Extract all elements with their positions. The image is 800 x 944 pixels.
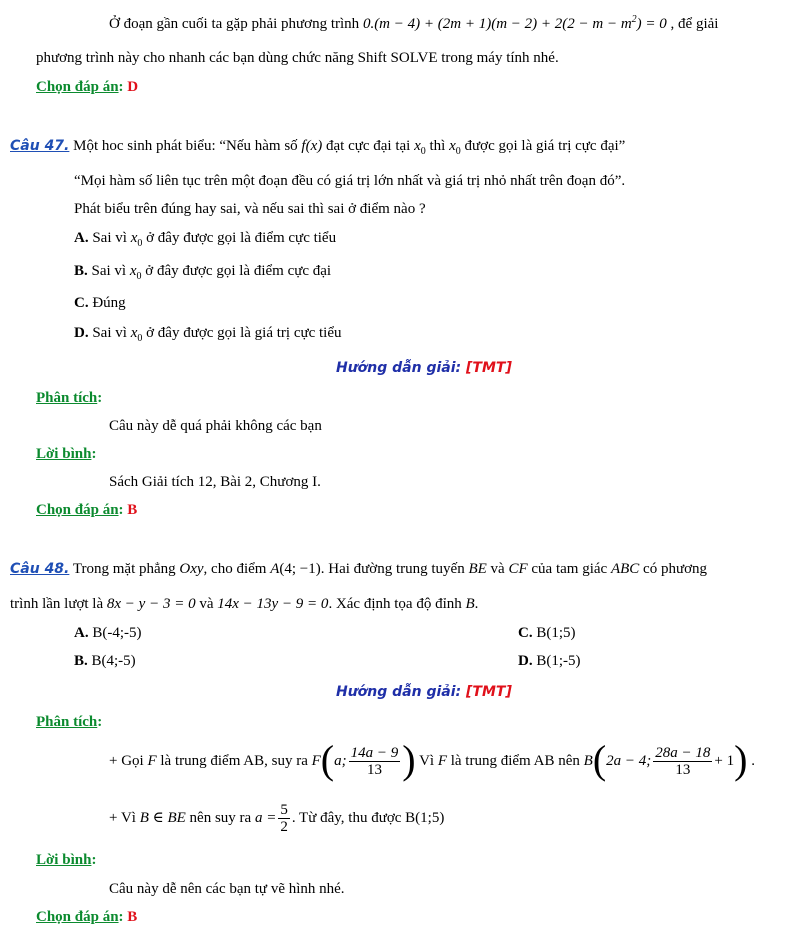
- answer-46: Chọn đáp án: D: [36, 79, 139, 95]
- q48-comment-label: Lời bình:: [36, 852, 97, 868]
- intro-text-before: Ở đoạn gần cuối ta gặp phải phương trình: [109, 16, 360, 32]
- q47-option-a: A. Sai vì $x_0$ ở đây được gọi là điểm cực tiểu: [74, 230, 337, 249]
- q47-comment-text: Sách Giải tích 12, Bài 2, Chương I.: [109, 474, 321, 490]
- q47-option-c: C. Đúng: [74, 295, 126, 311]
- q47-stem: Câu 47. Một hoc sinh phát biểu: “Nếu hàm số f(x) đạt cực đại tại $x_0$ thì $x_0$ được gọi là giá trị cực đại”: [10, 138, 626, 157]
- q47-statement: “Mọi hàm số liên tục trên một đoạn đều có giá trị lớn nhất và giá trị nhỏ nhất trên đoạn đó”.: [74, 173, 626, 189]
- q48-line-1: Câu 48. Trong mặt phẳng Oxy, cho điểm A(4; −1). Hai đường trung tuyến BE và CF của tam giác ABC có phương: [10, 561, 708, 577]
- answer-48: Chọn đáp án: B: [36, 909, 138, 925]
- q47-comment-label: Lời bình:: [36, 446, 97, 462]
- intro-line-1: [109, 10, 718, 34]
- q48-option-c: C. B(1;5): [518, 625, 576, 641]
- q48-number: Câu 48.: [10, 561, 70, 577]
- q48-line-2: trình lần lượt là 8x − y − 3 = 0 và 14x − 13y − 9 = 0. Xác định tọa độ đỉnh B.: [10, 596, 479, 612]
- answer-47-letter: B: [127, 502, 138, 518]
- q48-option-a: A. B(-4;-5): [74, 625, 142, 641]
- q47-guide-heading: Hướng dẫn giải: [TMT]: [336, 360, 512, 376]
- intro-equation: $0.(m - 4) + (2m + 1)(m - 2) + 2(2 - m - m^2) = 0$: [362, 14, 667, 32]
- intro-line-2: phương trình này cho nhanh các bạn dùng chức năng Shift SOLVE trong máy tính nhé.: [36, 50, 559, 66]
- q47-option-b: B. Sai vì $x_0$ ở đây được gọi là điểm cực đại: [74, 263, 332, 282]
- q48-step-2: + Vì B ∈ BE nên suy ra a = $\frac{5}{2}$ . Từ đây, thu được B(1;5): [109, 802, 445, 836]
- q48-option-d: D. B(1;-5): [518, 653, 581, 669]
- q48-analysis-label: Phân tích:: [36, 714, 103, 730]
- q48-guide-heading: Hướng dẫn giải: [TMT]: [336, 684, 512, 700]
- answer-48-letter: B: [127, 909, 138, 925]
- intro-text-after: , để giải: [670, 16, 719, 32]
- q47-question: Phát biểu trên đúng hay sai, và nếu sai thì sai ở điểm nào ?: [74, 201, 426, 217]
- q48-option-b: B. B(4;-5): [74, 653, 136, 669]
- fraction-b: $\frac{28a - 18}{13}$: [655, 745, 711, 779]
- fraction-f: $\frac{14a - 9}{13}$: [350, 745, 399, 779]
- q48-comment-text: Câu này dễ nên các bạn tự vẽ hình nhé.: [109, 881, 345, 897]
- answer-47: Chọn đáp án: B: [36, 502, 138, 518]
- q47-analysis-label: Phân tích:: [36, 390, 103, 406]
- q47-number: Câu 47.: [10, 138, 70, 154]
- fraction-a: $\frac{5}{2}$: [280, 802, 288, 836]
- q48-step-1: + Gọi F là trung điểm AB, suy ra F(a; $\frac{14a - 9}{13}$ ) Vì F là trung điểm AB nên B(2a − 4; $\frac{28a - 18}{13}$ + 1) .: [109, 737, 755, 782]
- q47-option-d: D. Sai vì $x_0$ ở đây được gọi là giá trị cực tiểu: [74, 325, 342, 344]
- answer-46-letter: D: [127, 79, 139, 95]
- q47-analysis-text: Câu này dễ quá phải không các bạn: [109, 418, 322, 434]
